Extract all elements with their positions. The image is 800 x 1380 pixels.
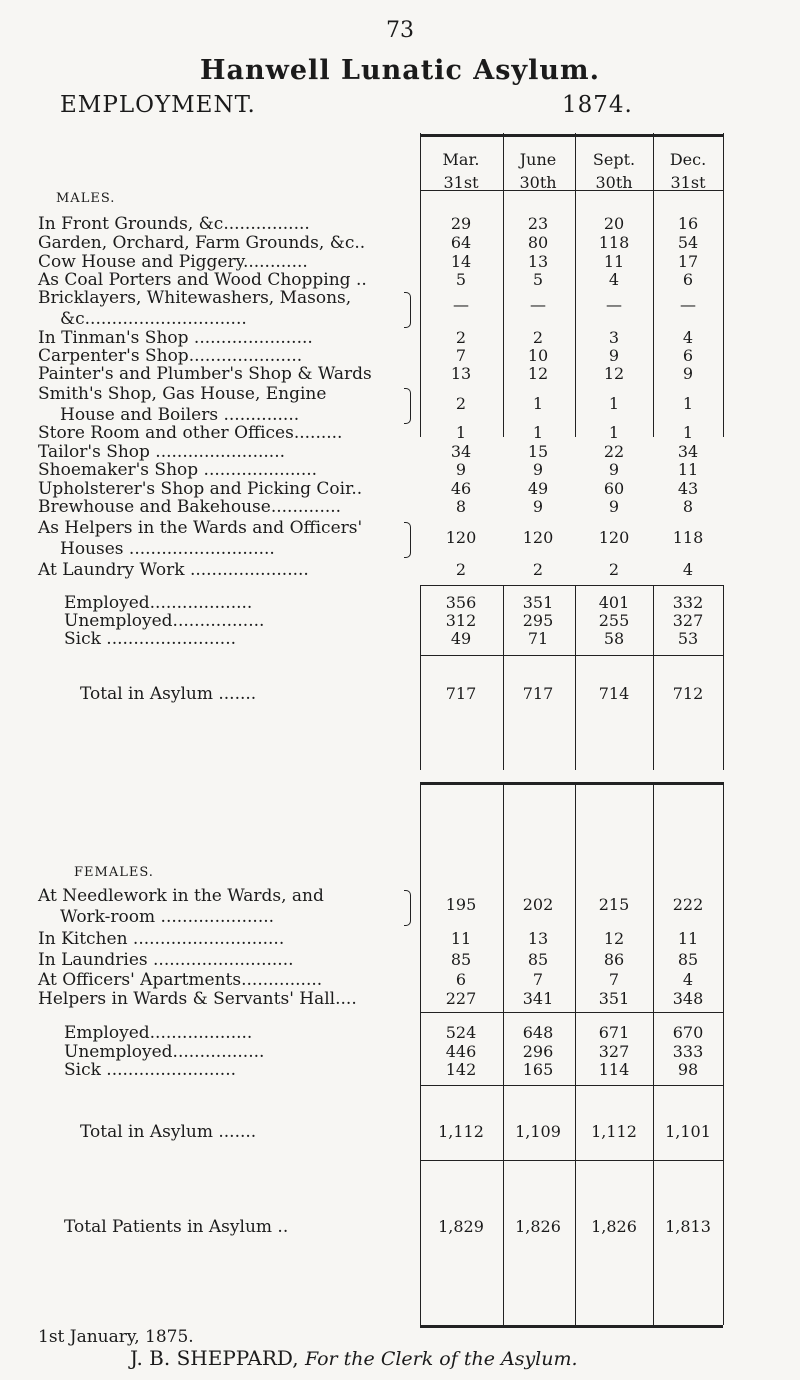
cell-value: 8 <box>455 497 467 516</box>
row-label-line: Unemployed................. <box>64 611 265 631</box>
cell-value: 1,112 <box>591 1122 637 1141</box>
section-heading-females: FEMALES. <box>74 865 154 880</box>
row-label <box>38 970 322 990</box>
cell-value: 524 <box>445 1023 477 1042</box>
section-rule <box>420 585 723 586</box>
cell-value: 351 <box>522 593 554 612</box>
brace <box>404 292 411 328</box>
cell-value: 2 <box>455 560 467 579</box>
row-label-line: Helpers in Wards & Servants' Hall.... <box>38 989 357 1009</box>
cell-value: 6 <box>682 346 694 365</box>
document-title: Hanwell Lunatic Asylum. <box>200 55 600 86</box>
cell-value: 64 <box>450 233 472 252</box>
row-label <box>64 1042 264 1062</box>
row-label <box>38 252 308 272</box>
cell-value: 12 <box>603 929 625 948</box>
row-label <box>38 423 342 443</box>
row-label-line: As Coal Porters and Wood Chopping .. <box>38 270 367 290</box>
brace <box>404 890 411 926</box>
row-label-line: In Front Grounds, &c................ <box>38 214 310 234</box>
row-label <box>38 364 372 384</box>
cell-value: 222 <box>672 895 704 914</box>
column-header <box>648 148 728 194</box>
cell-value: 13 <box>527 252 549 271</box>
cell-value: 60 <box>603 479 625 498</box>
signatory-role: For the Clerk of the Asylum. <box>304 1348 578 1370</box>
row-label <box>38 270 367 290</box>
row-label <box>38 479 362 499</box>
cell-value: 23 <box>527 214 549 233</box>
row-label <box>64 1060 236 1080</box>
section-rule <box>420 1160 723 1161</box>
column-header <box>498 148 578 194</box>
row-label <box>38 288 351 330</box>
row-label <box>64 1217 288 1237</box>
brace <box>404 522 411 558</box>
cell-value: 120 <box>598 528 630 547</box>
row-label-line: Total Patients in Asylum .. <box>64 1217 289 1237</box>
cell-value: 1,109 <box>515 1122 561 1141</box>
cell-value: 80 <box>527 233 549 252</box>
cell-value: 7 <box>608 970 620 989</box>
row-label <box>38 497 341 517</box>
cell-value: 714 <box>598 684 630 703</box>
row-label <box>80 684 256 704</box>
cell-value: 98 <box>677 1060 699 1079</box>
column-header-line1: June <box>519 150 557 169</box>
cell-value: 1,112 <box>438 1122 484 1141</box>
row-label-line2: House and Boilers .............. <box>60 405 300 425</box>
column-header-line2: 31st <box>670 173 706 192</box>
row-label <box>38 886 324 928</box>
cell-value: 295 <box>522 611 554 630</box>
cell-value: 4 <box>682 328 694 347</box>
cell-value: 165 <box>522 1060 554 1079</box>
column-header-line1: Sept. <box>592 150 636 169</box>
cell-value: 13 <box>527 929 549 948</box>
cell-value: — <box>606 295 622 314</box>
row-label-line: At Officers' Apartments............... <box>38 970 323 990</box>
cell-value: 29 <box>450 214 472 233</box>
cell-value: — <box>453 295 469 314</box>
cell-value: 227 <box>445 989 477 1008</box>
cell-value: 717 <box>522 684 554 703</box>
row-label-line: Tailor's Shop ........................ <box>38 442 285 462</box>
row-label <box>64 593 252 613</box>
cell-value: 4 <box>608 270 620 289</box>
cell-value: 2 <box>608 560 620 579</box>
cell-value: 9 <box>608 346 620 365</box>
row-label-line: At Laundry Work ...................... <box>38 560 309 580</box>
cell-value: 34 <box>677 442 699 461</box>
row-label-line: Total in Asylum ....... <box>80 1122 257 1142</box>
row-label-line: Smith's Shop, Gas House, Engine <box>38 384 327 404</box>
cell-value: 648 <box>522 1023 554 1042</box>
cell-value: 671 <box>598 1023 630 1042</box>
cell-value: 9 <box>455 460 467 479</box>
row-label-line: Shoemaker's Shop ..................... <box>38 460 318 480</box>
cell-value: 142 <box>445 1060 477 1079</box>
cell-value: 120 <box>522 528 554 547</box>
cell-value: 10 <box>527 346 549 365</box>
row-label <box>38 460 317 480</box>
column-header <box>421 148 501 194</box>
row-label-line: Painter's and Plumber's Shop & Wards <box>38 364 372 384</box>
column-header-line1: Dec. <box>669 150 707 169</box>
cell-value: 2 <box>532 560 544 579</box>
cell-value: 4 <box>682 560 694 579</box>
row-label <box>38 384 326 426</box>
row-label <box>80 1122 256 1142</box>
cell-value: 14 <box>450 252 472 271</box>
row-label-line: In Kitchen ............................ <box>38 929 285 949</box>
cell-value: — <box>680 295 696 314</box>
cell-value: 312 <box>445 611 477 630</box>
cell-value: 11 <box>603 252 625 271</box>
cell-value: 1 <box>532 394 544 413</box>
cell-value: 1 <box>455 423 467 442</box>
cell-value: 401 <box>598 593 630 612</box>
cell-value: 1 <box>608 423 620 442</box>
page-number: 73 <box>386 18 414 43</box>
row-label <box>38 233 365 253</box>
cell-value: 120 <box>445 528 477 547</box>
cell-value: 202 <box>522 895 554 914</box>
cell-value: 712 <box>672 684 704 703</box>
cell-value: 22 <box>603 442 625 461</box>
cell-value: 327 <box>672 611 704 630</box>
cell-value: 1 <box>682 394 694 413</box>
cell-value: 15 <box>527 442 549 461</box>
row-label <box>64 629 236 649</box>
cell-value: — <box>530 295 546 314</box>
cell-value: 9 <box>682 364 694 383</box>
row-label-line: As Helpers in the Wards and Officers' <box>38 518 363 538</box>
row-label <box>38 929 284 949</box>
row-label <box>64 611 264 631</box>
column-header-line2: 30th <box>519 173 557 192</box>
row-label-line2: &c.............................. <box>60 309 247 329</box>
cell-value: 114 <box>598 1060 630 1079</box>
row-label-line: Garden, Orchard, Farm Grounds, &c.. <box>38 233 366 253</box>
document-subtitle <box>60 92 760 118</box>
cell-value: 58 <box>603 629 625 648</box>
cell-value: 9 <box>532 497 544 516</box>
row-label <box>38 328 313 348</box>
footer-signature <box>130 1346 578 1370</box>
row-label-line: In Laundries .......................... <box>38 950 294 970</box>
subtitle-year: 1874. <box>562 92 633 118</box>
row-label <box>38 989 357 1009</box>
cell-value: 8 <box>682 497 694 516</box>
cell-value: 53 <box>677 629 699 648</box>
cell-value: 11 <box>450 929 472 948</box>
cell-value: 2 <box>455 328 467 347</box>
cell-value: 9 <box>608 497 620 516</box>
cell-value: 3 <box>608 328 620 347</box>
cell-value: 71 <box>527 629 549 648</box>
row-label-line: Upholsterer's Shop and Picking Coir.. <box>38 479 363 499</box>
cell-value: 255 <box>598 611 630 630</box>
cell-value: 16 <box>677 214 699 233</box>
cell-value: 49 <box>450 629 472 648</box>
row-label-line: Brewhouse and Bakehouse............. <box>38 497 342 517</box>
brace <box>404 388 411 424</box>
row-label-line: At Needlework in the Wards, and <box>38 886 324 906</box>
cell-value: 9 <box>532 460 544 479</box>
row-label-line: Sick ........................ <box>64 1060 237 1080</box>
column-header-line2: 31st <box>443 173 479 192</box>
row-label-line2: Work-room ..................... <box>60 907 275 927</box>
cell-value: 333 <box>672 1042 704 1061</box>
cell-value: 1,826 <box>515 1217 561 1236</box>
section-rule <box>420 1012 723 1013</box>
cell-value: 7 <box>455 346 467 365</box>
cell-value: 20 <box>603 214 625 233</box>
row-label-line: Bricklayers, Whitewashers, Masons, <box>38 288 352 308</box>
section-rule <box>420 1085 723 1086</box>
cell-value: 43 <box>677 479 699 498</box>
row-label-line: Carpenter's Shop..................... <box>38 346 303 366</box>
cell-value: 327 <box>598 1042 630 1061</box>
table-bottom-rule <box>420 1325 723 1328</box>
cell-value: 1 <box>532 423 544 442</box>
row-label <box>38 442 285 462</box>
row-label-line2: Houses ........................... <box>60 539 275 559</box>
cell-value: 86 <box>603 950 625 969</box>
cell-value: 1 <box>608 394 620 413</box>
cell-value: 1,826 <box>591 1217 637 1236</box>
row-label <box>38 950 294 970</box>
cell-value: 446 <box>445 1042 477 1061</box>
row-label-line: Total in Asylum ....... <box>80 684 257 704</box>
column-header <box>574 148 654 194</box>
cell-value: 85 <box>527 950 549 969</box>
cell-value: 85 <box>677 950 699 969</box>
column-header-line1: Mar. <box>442 150 480 169</box>
row-label <box>38 214 310 234</box>
row-label <box>38 560 309 580</box>
cell-value: 13 <box>450 364 472 383</box>
cell-value: 2 <box>455 394 467 413</box>
section-top-rule <box>420 782 723 785</box>
header-rule <box>420 190 723 191</box>
cell-value: 1 <box>682 423 694 442</box>
cell-value: 85 <box>450 950 472 969</box>
cell-value: 348 <box>672 989 704 1008</box>
cell-value: 11 <box>677 929 699 948</box>
row-label-line: Unemployed................. <box>64 1042 265 1062</box>
cell-value: 4 <box>682 970 694 989</box>
row-label-line: In Tinman's Shop ...................... <box>38 328 313 348</box>
row-label <box>38 346 302 366</box>
cell-value: 351 <box>598 989 630 1008</box>
cell-value: 49 <box>527 479 549 498</box>
row-label <box>64 1023 252 1043</box>
cell-value: 5 <box>455 270 467 289</box>
table-top-rule <box>420 134 723 137</box>
cell-value: 6 <box>455 970 467 989</box>
cell-value: 296 <box>522 1042 554 1061</box>
cell-value: 356 <box>445 593 477 612</box>
cell-value: 717 <box>445 684 477 703</box>
cell-value: 1,101 <box>665 1122 711 1141</box>
cell-value: 118 <box>672 528 704 547</box>
subtitle-text: EMPLOYMENT. <box>60 92 256 118</box>
footer-date: 1st January, 1875. <box>38 1327 194 1347</box>
row-label-line: Employed................... <box>64 593 253 613</box>
cell-value: 11 <box>677 460 699 479</box>
row-label-line: Sick ........................ <box>64 629 237 649</box>
cell-value: 12 <box>527 364 549 383</box>
cell-value: 5 <box>532 270 544 289</box>
cell-value: 7 <box>532 970 544 989</box>
cell-value: 34 <box>450 442 472 461</box>
cell-value: 2 <box>532 328 544 347</box>
row-label-line: Cow House and Piggery............ <box>38 252 308 272</box>
section-rule <box>420 655 723 656</box>
cell-value: 670 <box>672 1023 704 1042</box>
cell-value: 118 <box>598 233 630 252</box>
cell-value: 46 <box>450 479 472 498</box>
cell-value: 1,813 <box>665 1217 711 1236</box>
signatory-name: J. B. SHEPPARD, <box>130 1346 299 1370</box>
cell-value: 54 <box>677 233 699 252</box>
section-heading-males: MALES. <box>56 191 116 206</box>
cell-value: 1,829 <box>438 1217 484 1236</box>
cell-value: 6 <box>682 270 694 289</box>
cell-value: 12 <box>603 364 625 383</box>
cell-value: 195 <box>445 895 477 914</box>
cell-value: 341 <box>522 989 554 1008</box>
cell-value: 215 <box>598 895 630 914</box>
row-label-line: Employed................... <box>64 1023 253 1043</box>
row-label-line: Store Room and other Offices......... <box>38 423 343 443</box>
row-label <box>38 518 362 560</box>
cell-value: 332 <box>672 593 704 612</box>
cell-value: 9 <box>608 460 620 479</box>
cell-value: 17 <box>677 252 699 271</box>
column-header-line2: 30th <box>595 173 633 192</box>
